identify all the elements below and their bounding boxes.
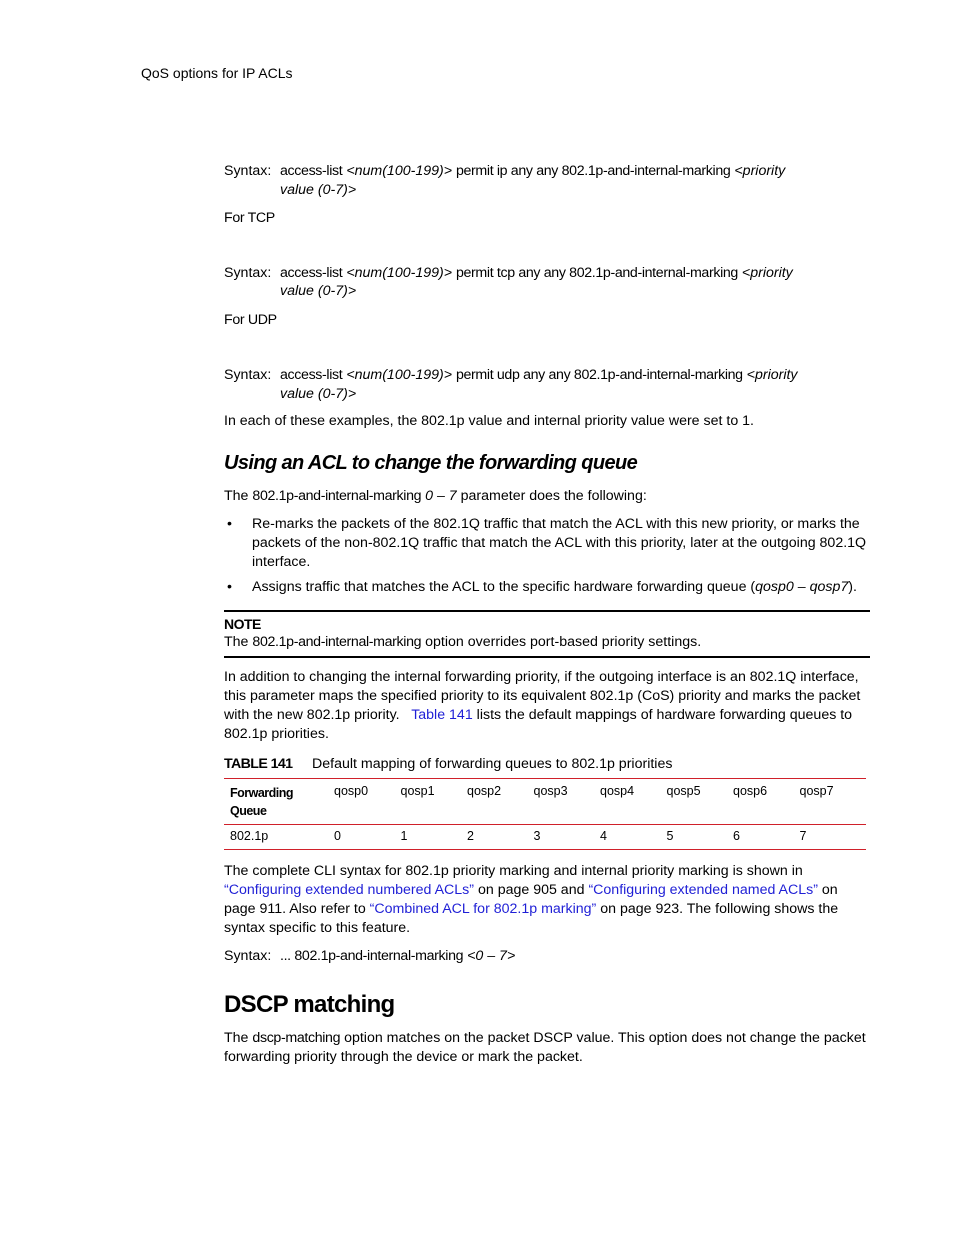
table-header-cell: Forwarding Queue bbox=[224, 779, 334, 825]
syntax-arg-priority-cont: value (0-7)> bbox=[280, 283, 357, 299]
syntax-arg-priority: <priority bbox=[734, 163, 786, 179]
note-keyword: 802.1p-and-internal-marking bbox=[252, 634, 422, 650]
table-141-link[interactable]: Table 141 bbox=[411, 707, 473, 723]
table-row-label: 802.1p bbox=[224, 825, 334, 850]
syntax-label: Syntax: bbox=[224, 367, 272, 383]
syntax-arg-priority: <priority bbox=[746, 367, 798, 383]
syntax-arg-range: <0 – 7> bbox=[467, 948, 516, 964]
table-caption bbox=[224, 755, 870, 774]
syntax-keyword: permit ip any any 802.1p-and-internal-marking bbox=[455, 163, 731, 179]
dscp-heading: DSCP matching bbox=[224, 990, 395, 1018]
syntax-command: access-list bbox=[280, 367, 343, 383]
list-item: • Assigns traffic that matches the ACL to the specific hardware forwarding queue (qosp0 – qosp7). bbox=[227, 579, 857, 595]
syntax-label: Syntax: bbox=[224, 163, 272, 179]
table-cell-priority: 6 bbox=[733, 825, 800, 850]
table-caption-text: Default mapping of forwarding queues to 802.1p priorities bbox=[312, 756, 673, 772]
syntax-tcp bbox=[224, 264, 870, 301]
syntax-keyword: permit udp any any 802.1p-and-internal-marking bbox=[455, 367, 743, 383]
table-row bbox=[224, 825, 866, 850]
link-extended-numbered-acls[interactable]: “Configuring extended numbered ACLs” bbox=[224, 882, 475, 898]
mapping-table bbox=[224, 778, 866, 850]
table-cell-priority: 2 bbox=[467, 825, 534, 850]
param-keyword: 802.1p-and-internal-marking bbox=[252, 488, 422, 504]
table-cell-queue: qosp6 bbox=[733, 779, 800, 825]
running-head: QoS options for IP ACLs bbox=[141, 65, 293, 81]
note-text: The 802.1p-and-internal-marking option overrides port-based priority settings. bbox=[224, 634, 702, 650]
syntax-arg-priority: <priority bbox=[741, 264, 793, 281]
page-content bbox=[224, 160, 870, 1067]
syntax-label: Syntax: bbox=[224, 948, 272, 964]
table-cell-queue: qosp5 bbox=[667, 779, 734, 825]
table-cell-queue: qosp2 bbox=[467, 779, 534, 825]
syntax-keyword: permit tcp any any 802.1p-and-internal-marking bbox=[455, 264, 738, 281]
section-heading: Using an ACL to change the forwarding queue bbox=[224, 452, 638, 474]
param-range: 0 – 7 bbox=[425, 488, 457, 504]
dscp-paragraph: The dscp-matching option matches on the packet DSCP value. This option does not change the packet forwarding priority through the device or mark the packet. bbox=[224, 1029, 866, 1065]
param-intro: The 802.1p-and-internal-marking 0 – 7 parameter does the following: bbox=[224, 488, 647, 504]
table-row bbox=[224, 779, 866, 825]
syntax-arg-num: <num(100-199)> bbox=[346, 264, 453, 281]
subheading-tcp: For TCP bbox=[224, 210, 275, 226]
table-cell-queue: qosp4 bbox=[600, 779, 667, 825]
table-cell-queue: qosp1 bbox=[401, 779, 468, 825]
bullet-icon: • bbox=[227, 516, 232, 532]
syntax-keyword: ... 802.1p-and-internal-marking bbox=[280, 948, 464, 964]
bullet-icon: • bbox=[227, 579, 232, 595]
table-cell-queue: qosp3 bbox=[534, 779, 601, 825]
table-number: TABLE 141 bbox=[224, 756, 293, 772]
subheading-udp: For UDP bbox=[224, 311, 277, 328]
table-cell-priority: 5 bbox=[667, 825, 734, 850]
link-extended-named-acls[interactable]: “Configuring extended named ACLs” bbox=[588, 882, 818, 898]
syntax-arg-num: <num(100-199)> bbox=[346, 163, 453, 179]
table-cell-queue: qosp0 bbox=[334, 779, 401, 825]
table-cell-priority: 0 bbox=[334, 825, 401, 850]
list-item: • Re-marks the packets of the 802.1Q traffic that match the ACL with this new priority, or marks the packets of the non-802.1Q traffic that match the ACL with this priority, later at the outgoing 802.1Q interface. bbox=[227, 516, 867, 570]
note-box bbox=[224, 610, 870, 658]
syntax-arg-priority-cont: value (0-7)> bbox=[280, 385, 357, 402]
note-title: NOTE bbox=[224, 616, 261, 632]
dscp-keyword: dscp-matching bbox=[252, 1029, 341, 1046]
table-cell-priority: 7 bbox=[800, 825, 867, 850]
bullet-list bbox=[224, 515, 870, 597]
mapping-paragraph: In addition to changing the internal forwarding priority, if the outgoing interface is an 802.1Q interface, this parameter maps the specified priority to its equivalent 802.1p (CoS) priority and marks the packet with the new 802.1p priority. Table 141 lists the default mappings of hardware forwarding queues to 802.1p priorities. bbox=[224, 669, 861, 742]
table-cell-queue: qosp7 bbox=[800, 779, 867, 825]
syntax-arg-priority-cont: value (0-7)> bbox=[280, 181, 357, 198]
syntax-command: access-list bbox=[280, 163, 343, 179]
cli-paragraph: The complete CLI syntax for 802.1p priority marking and internal priority marking is shown in “Configuring extended numbered ACLs” on page 905 and “Configuring extended named ACLs” on page 911. Also refer to “Combined ACL for 802.1p marking” on page 923. The following shows the syntax specific to this feature. bbox=[224, 863, 839, 936]
syntax-marking bbox=[224, 947, 870, 966]
table-cell-priority: 4 bbox=[600, 825, 667, 850]
syntax-command: access-list bbox=[280, 264, 343, 281]
syntax-label: Syntax: bbox=[224, 264, 272, 281]
link-combined-acl[interactable]: “Combined ACL for 802.1p marking” bbox=[369, 901, 597, 917]
syntax-ip bbox=[224, 162, 870, 199]
syntax-arg-num: <num(100-199)> bbox=[346, 367, 453, 383]
examples-paragraph: In each of these examples, the 802.1p value and internal priority value were set to 1. bbox=[224, 413, 754, 429]
syntax-udp bbox=[224, 366, 870, 403]
table-cell-priority: 3 bbox=[534, 825, 601, 850]
table-cell-priority: 1 bbox=[401, 825, 468, 850]
